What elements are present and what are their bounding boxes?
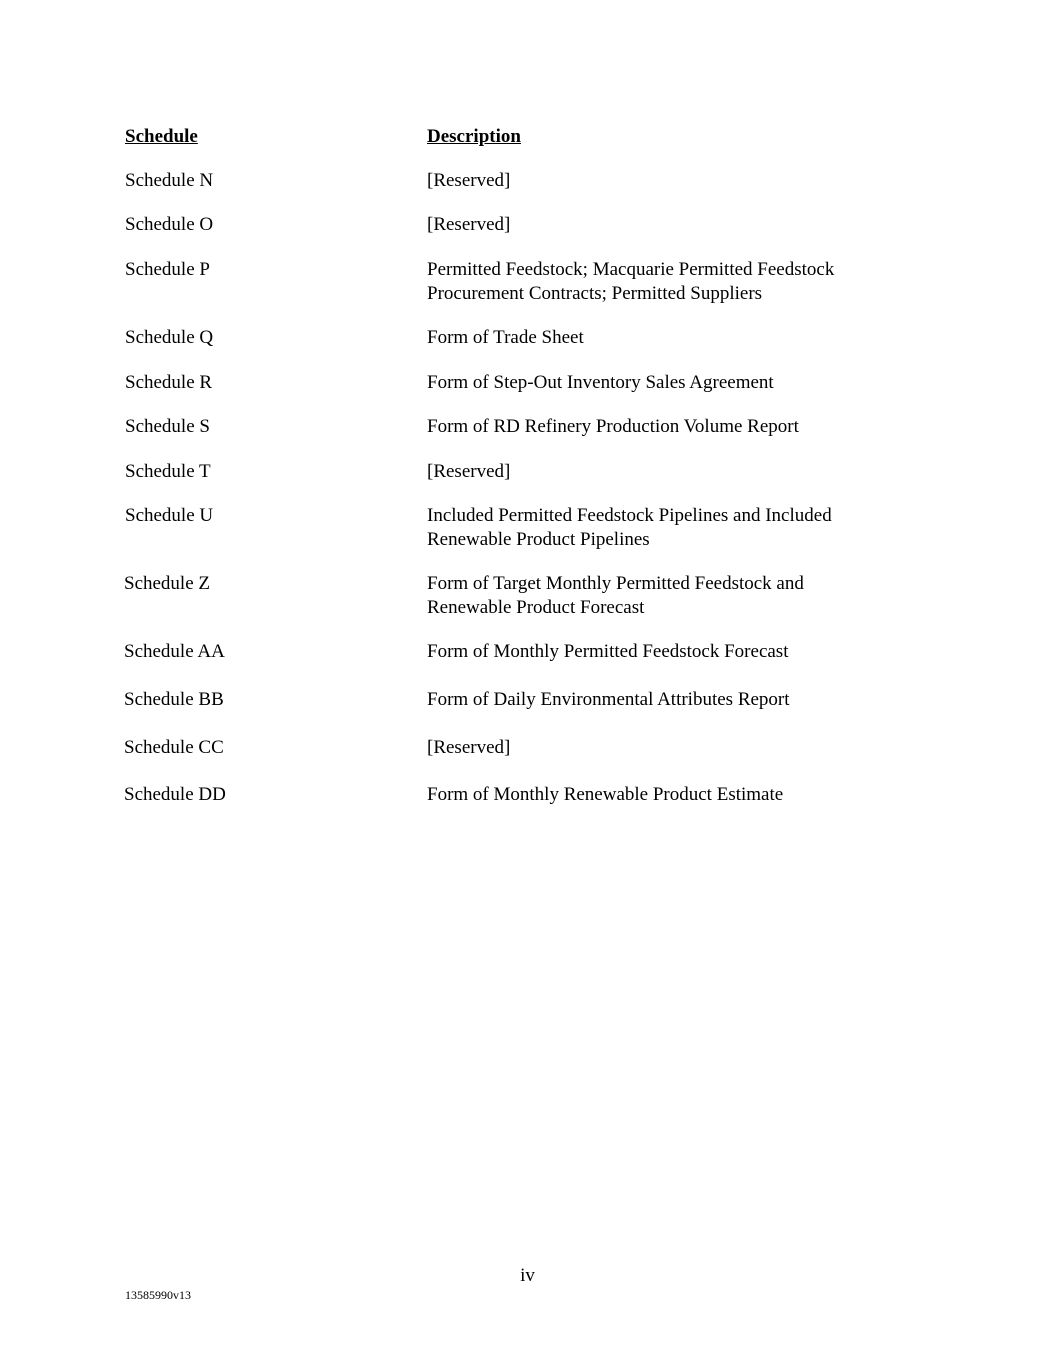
schedule-description: Permitted Feedstock; Macquarie Permitted Feedstock Procurement Contracts; Permitted Suppliers: [427, 259, 835, 304]
schedule-name: Schedule N: [125, 170, 214, 191]
schedule-description: Form of Daily Environmental Attributes Report: [427, 689, 790, 710]
schedule-name: Schedule Q: [125, 327, 214, 348]
schedule-description: Form of RD Refinery Production Volume Report: [427, 416, 799, 437]
page-number: iv: [520, 1265, 535, 1286]
schedule-name: Schedule BB: [124, 689, 224, 710]
schedule-description: Form of Monthly Renewable Product Estimate: [427, 784, 784, 805]
schedule-name: Schedule R: [125, 372, 213, 393]
schedule-description: Form of Trade Sheet: [427, 327, 584, 348]
schedule-description: Form of Monthly Permitted Feedstock Forecast: [427, 641, 789, 662]
schedule-description: [Reserved]: [427, 461, 511, 482]
schedule-description: Included Permitted Feedstock Pipelines and Included Renewable Product Pipelines: [427, 505, 832, 550]
schedule-name: Schedule Z: [124, 573, 211, 594]
description-column-header: Description: [427, 126, 521, 147]
schedule-name: Schedule AA: [124, 641, 225, 662]
schedule-description: [Reserved]: [427, 214, 511, 235]
schedule-name: Schedule T: [125, 461, 211, 482]
schedule-name: Schedule P: [125, 259, 210, 280]
schedule-description: [Reserved]: [427, 737, 511, 758]
schedule-name: Schedule DD: [124, 784, 226, 805]
schedule-column-header: Schedule: [125, 126, 198, 147]
schedule-name: Schedule S: [125, 416, 210, 437]
schedule-name: Schedule O: [125, 214, 214, 235]
schedule-name: Schedule U: [125, 505, 214, 526]
schedule-description: Form of Target Monthly Permitted Feedstock and Renewable Product Forecast: [427, 573, 804, 618]
schedule-description: Form of Step-Out Inventory Sales Agreement: [427, 372, 774, 393]
document-id: 13585990v13: [125, 1288, 191, 1302]
schedule-description: [Reserved]: [427, 170, 511, 191]
schedule-name: Schedule CC: [124, 737, 224, 758]
